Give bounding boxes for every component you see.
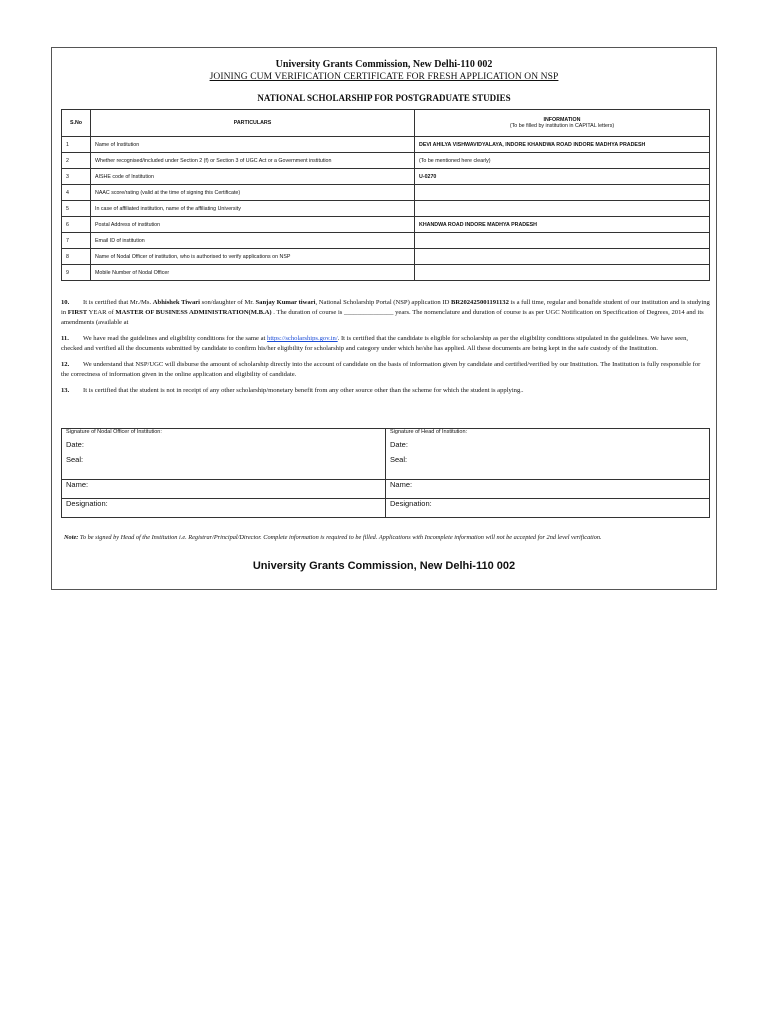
row-particular: Postal Address of institution [91,217,415,233]
p11-text-2: . It is certified that the candidate is eligible for scholarship as per the eligibility conditions stipulated in the guidelines. We have seen, checked and verified all the documents submitted by candidate to confirm his/her eligibility for scholarship and category under which he/she has applied. All these documents are being kept in the safe custody of the Institution. [61,335,689,352]
nodal-officer-signature-cell[interactable] [62,429,386,480]
nodal-date-label: Date: [66,440,84,449]
row-particular: NAAC score/rating (valid at the time of signing this Certificate) [91,185,415,201]
ugc-title: University Grants Commission, New Delhi-110 002 [275,59,493,70]
table-row [62,201,710,217]
nodal-signature-label: Signature of Nodal Officer of Institution: [66,429,162,435]
row-info[interactable] [415,233,710,249]
paragraph-number: 13. [61,387,70,394]
p10-text-1: It is certified that Mr./Ms. [83,299,153,306]
paragraph-10 [61,298,710,328]
head-signature-cell[interactable] [386,429,710,480]
p11-text-1: We have read the guidelines and eligibility conditions for the same at [83,335,268,342]
certification-paragraphs [61,298,710,402]
paragraph-number: 10. [61,299,70,306]
row-info[interactable]: DEVI AHILYA VISHWAVIDYALAYA, INDORE KHANDWA ROAD INDORE MADHYA PRADESH [415,137,710,153]
row-particular: Name of Nodal Officer of institution, who is authorised to verify applications on NSP [91,249,415,265]
scheme-title: NATIONAL SCHOLARSHIP FOR POSTGRADUATE STUDIES [257,93,511,103]
row-number: 6 [62,217,91,233]
row-number: 4 [62,185,91,201]
footer-title: University Grants Commission, New Delhi-110 002 [252,560,516,572]
p10-text-5: YEAR of [87,309,116,316]
parent-name: Sanjay Kumar tiwari [255,299,316,306]
note [64,532,704,543]
nodal-designation-field[interactable]: Designation: [62,499,386,518]
row-info[interactable]: KHANDWA ROAD INDORE MADHYA PRADESH [415,217,710,233]
table-row [62,265,710,281]
p13-text: It is certified that the student is not in receipt of any other scholarship/monetary benefit from any other source other than the scheme for which the student is applying.. [83,387,524,394]
row-info[interactable]: U-0270 [415,169,710,185]
table-row [62,137,710,153]
row-info[interactable] [415,265,710,281]
row-number: 9 [62,265,91,281]
head-designation-field[interactable]: Designation: [386,499,710,518]
paragraph-11 [61,334,710,354]
nodal-seal-label: Seal: [66,455,84,464]
col-sno: S.No [62,110,91,137]
row-info[interactable] [415,185,710,201]
head-signature-label: Signature of Head of Institution: [390,429,468,435]
row-particular: Whether recognised/included under Section 2 (f) or Section 3 of UGC Act or a Government institution [91,153,415,169]
row-info[interactable] [415,249,710,265]
row-number: 7 [62,233,91,249]
scholarship-portal-link[interactable]: https://scholarships.gov.in/ [267,335,338,342]
p10-text-4: is a full time, regular and bonafide student of our institution and is studying in [61,299,710,316]
application-id: BR202425001191132 [451,299,509,306]
p10-text-2: son/daughter of Mr. [200,299,256,306]
p10-text-3: , National Scholarship Portal (NSP) application ID [315,299,451,306]
table-row [62,169,710,185]
row-info[interactable] [415,201,710,217]
p12-text: We understand that NSP/UGC will disburse the amount of scholarship directly into the account of candidate on the basis of information given by candidate and certified/verified by our Institution. The Institution is fully responsible for the correctness of information given in the online application and eligibility of candidate. [61,361,701,378]
row-particular: Name of Institution [91,137,415,153]
paragraph-13 [61,386,710,396]
paragraph-12 [61,360,710,380]
table-row [62,153,710,169]
name-row [62,480,710,499]
row-particular: Email ID of institution [91,233,415,249]
table-row [62,249,710,265]
row-number: 8 [62,249,91,265]
certificate-page [51,47,717,590]
head-date-label: Date: [390,440,408,449]
row-particular: AISHE code of Institution [91,169,415,185]
paragraph-number: 11. [61,335,69,342]
particulars-table [61,109,710,281]
row-number: 2 [62,153,91,169]
course-name: MASTER OF BUSINESS ADMINISTRATION(M.B.A) [115,309,272,316]
note-label: Note: [64,534,79,541]
row-number: 3 [62,169,91,185]
designation-row [62,499,710,518]
nodal-name-field[interactable]: Name: [62,480,386,499]
table-header-row [62,110,710,137]
table-row [62,233,710,249]
row-number: 5 [62,201,91,217]
certificate-subtitle: JOINING CUM VERIFICATION CERTIFICATE FOR FRESH APPLICATION ON NSP [209,72,559,82]
row-number: 1 [62,137,91,153]
signature-table [61,428,710,518]
note-text: To be signed by Head of the Institution i.e. Registrar/Principal/Director. Complete information is required to be filled. Applications with Incomplete information will not be accepted for 2nd level verification. [78,534,602,541]
col-information-note: (To be filled by institution in CAPITAL letters) [509,123,615,129]
row-info[interactable]: (To be mentioned here clearly) [415,153,710,169]
study-year: FIRST [67,309,88,316]
table-row [62,217,710,233]
col-information [415,110,710,137]
row-particular: Mobile Number of Nodal Officer [91,265,415,281]
table-row [62,185,710,201]
student-name: Abhishek Tiwari [152,299,200,306]
head-seal-label: Seal: [390,455,408,464]
signature-row [62,429,710,480]
p10-text-6: . The duration of course is _______________ years. The nomenclature and duration of course is as per UGC Notification on Specification of Degrees, 2014 and its amendments (available at [61,309,704,326]
paragraph-number: 12. [61,361,70,368]
col-information-label: INFORMATION [543,117,581,123]
col-particulars: PARTICULARS [91,110,415,137]
head-name-field[interactable]: Name: [386,480,710,499]
row-particular: In case of affiliated institution, name of the affiliating University [91,201,415,217]
